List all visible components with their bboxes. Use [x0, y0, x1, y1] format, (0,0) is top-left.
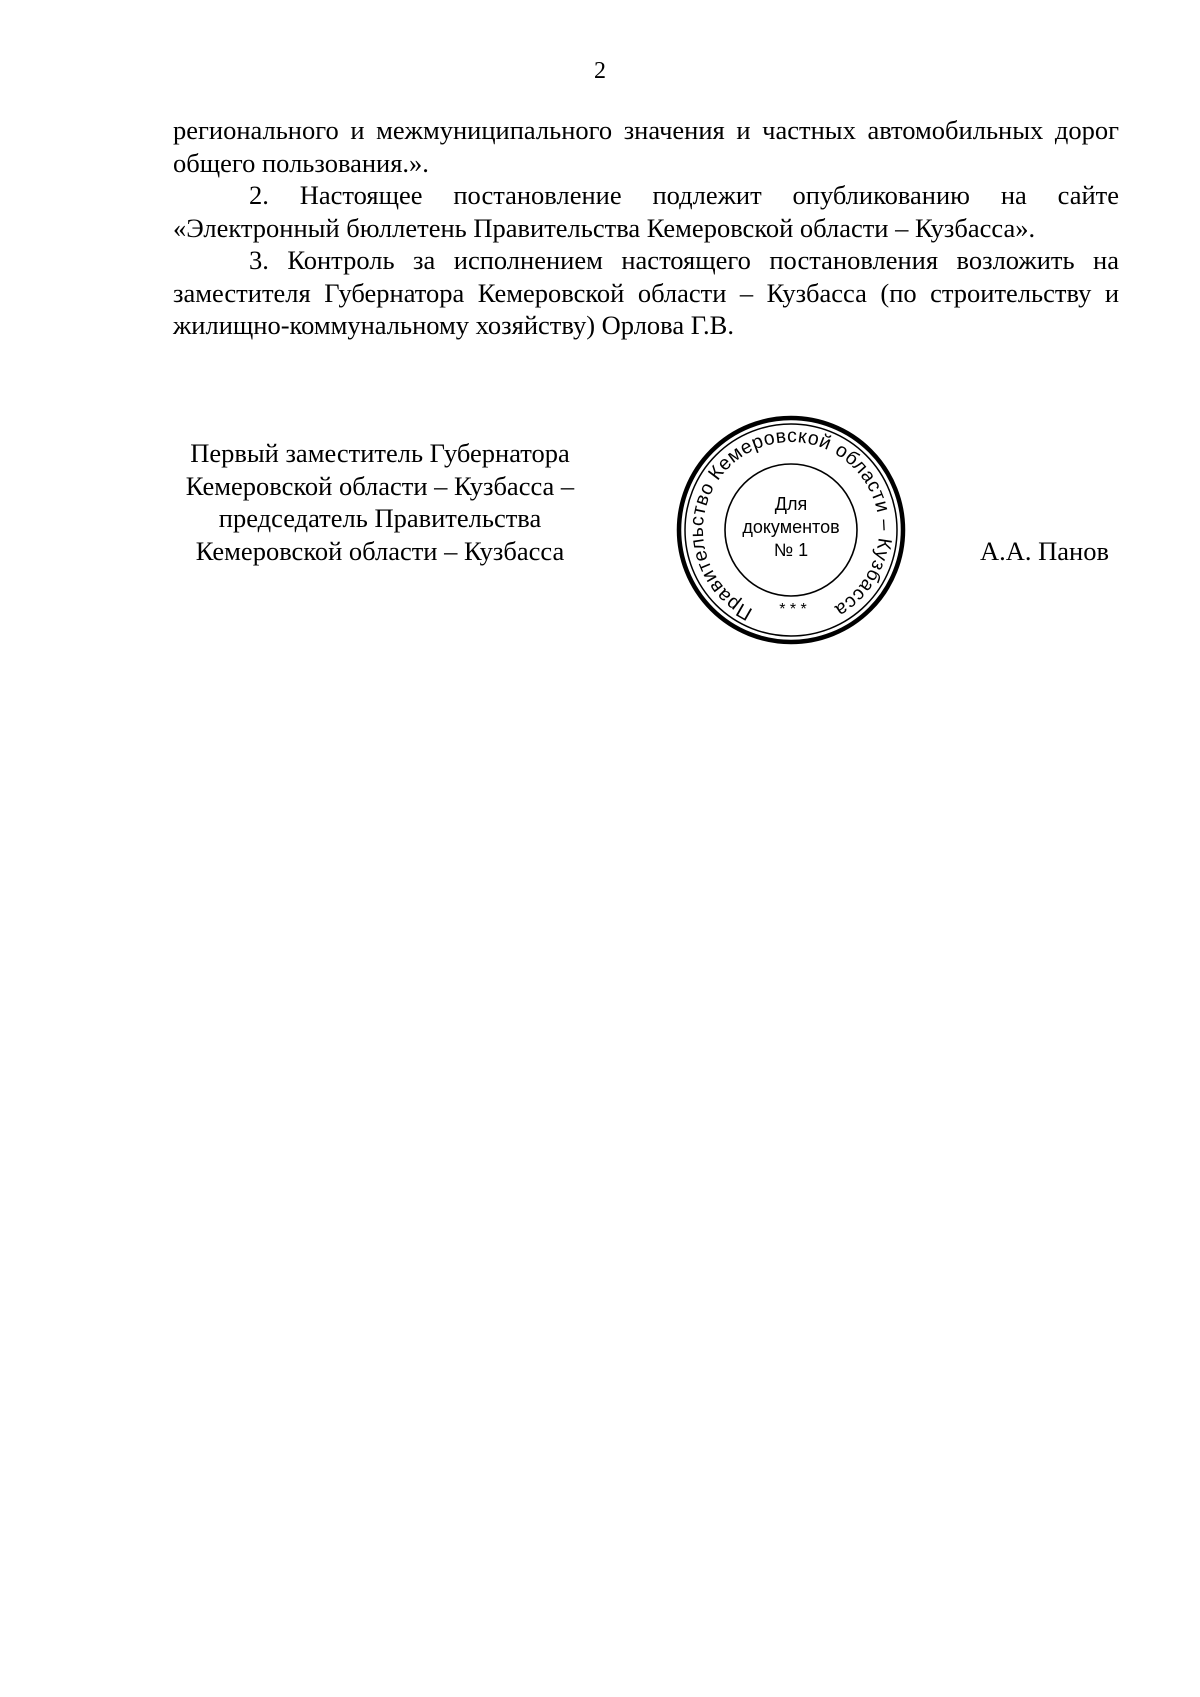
- signatory-position-line: Первый заместитель Губернатора: [190, 438, 570, 468]
- signatory-position-line: Кемеровской области – Кузбасса –: [185, 470, 575, 501]
- paragraph-continuation: регионального и межмуниципального значения и частных автомобильных дорог общего пользования.».: [173, 115, 1119, 178]
- seal-center-line: № 1: [773, 540, 809, 560]
- seal-center-line: документов: [742, 517, 840, 537]
- signer-name: А.А. Панов: [980, 536, 1109, 566]
- seal-ring-text: Правительство Кемеровской области – Кузбасса: [685, 424, 897, 625]
- seal-center-line: Для: [774, 494, 808, 514]
- official-seal: [675, 414, 907, 646]
- signatory-position: [150, 437, 610, 567]
- paragraph-publication: 2. Настоящее постановление подлежит опубликованию на сайте «Электронный бюллетень Правительства Кемеровской области – Кузбасса».: [173, 180, 1119, 243]
- signatory-position-line: председатель Правительства: [218, 503, 542, 533]
- page-number: 2: [594, 58, 606, 84]
- signatory-position-line: Кемеровской области – Кузбасса: [195, 535, 565, 566]
- document-body: [173, 114, 1119, 342]
- paragraph-control: 3. Контроль за исполнением настоящего постановления возложить на заместителя Губернатора Кемеровской области – Кузбасса (по строительству и жилищно-коммунальному хозяйству) Орлова Г.В.: [173, 245, 1119, 340]
- seal-bottom-mark: * * *: [779, 601, 807, 618]
